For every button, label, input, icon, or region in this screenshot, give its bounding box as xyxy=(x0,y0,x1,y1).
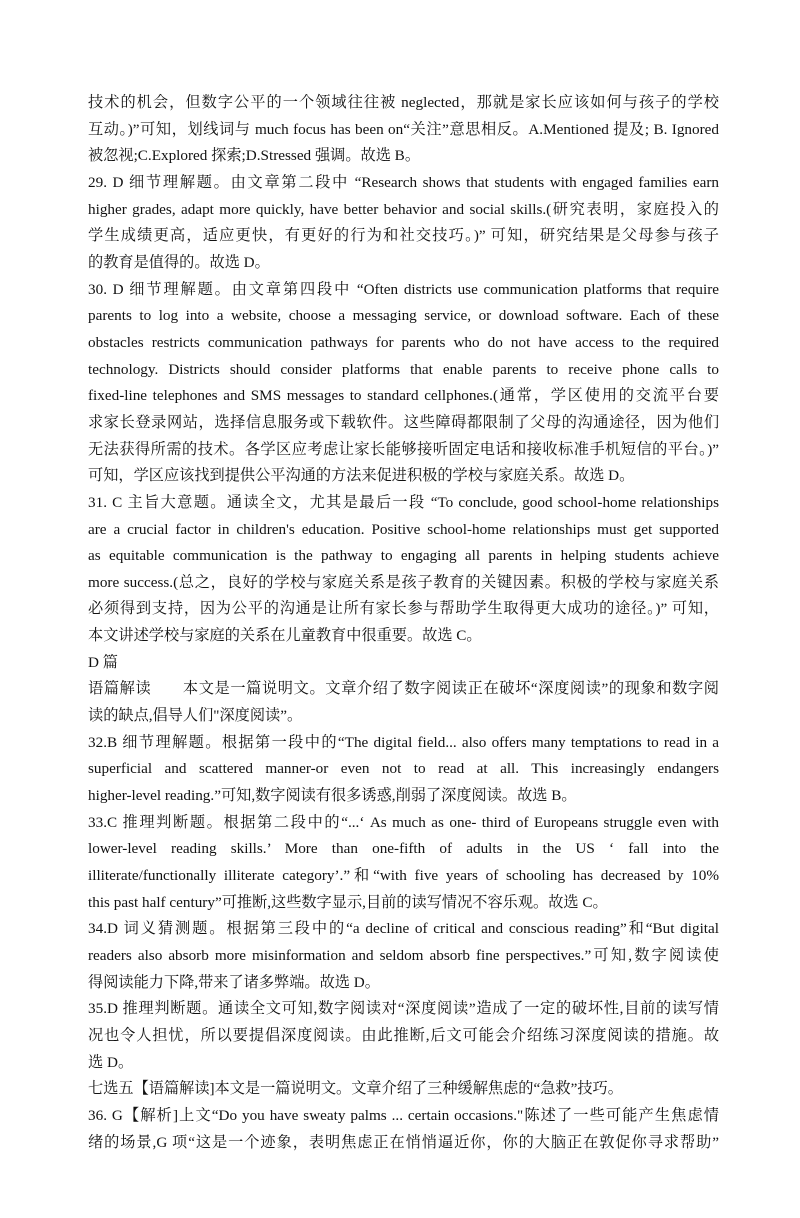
text-line: 可知，学区应该找到提供公平沟通的方法来促进积极的学校与家庭关系。故选 D。 xyxy=(88,467,635,485)
text-line: superficial and scattered manner-or even not to read at all. This increasingly endangers xyxy=(88,760,719,778)
text-line: 的教育是值得的。故选 D。 xyxy=(88,253,270,271)
text-line: 无法获得所需的技术。各学区应考虑让家长能够接听固定电话和接收标准手机短信的平台。)” xyxy=(88,440,719,458)
text-line: 绪的场景,G 项“这是一个迹象，表明焦虑正在悄悄逼近你，你的大脑正在敦促你寻求帮助” xyxy=(88,1133,719,1151)
text-line: 学生成绩更高，适应更快，有更好的行为和社交技巧。)” 可知，研究结果是父母参与孩子 xyxy=(88,227,719,245)
text-line: higher-level reading.”可知,数字阅读有很多诱惑,削弱了深度阅读。故选 B。 xyxy=(88,787,577,805)
text-line: 35.D 推理判断题。通读全文可知,数字阅读对“深度阅读”造成了一定的破坏性,目前的读写情 xyxy=(88,1000,719,1018)
paragraph xyxy=(88,650,719,677)
paragraph xyxy=(88,277,719,490)
text-line: higher grades, adapt more quickly, have better behavior and social skills.(研究表明，家庭投入的 xyxy=(88,200,719,218)
text-line: 33.C 推理判断题。根据第二段中的“...‘ As much as one- third of Europeans struggle even with xyxy=(88,813,719,831)
text-line: 29. D 细节理解题。由文章第二段中 “Research shows that students with engaged families earn xyxy=(88,173,719,191)
text-line: 技术的机会，但数字公平的一个领域往往被 neglected，那就是家长应该如何与孩子的学校 xyxy=(88,94,719,111)
text-line: technology. Districts should consider platforms that enable parents to receive phone calls to xyxy=(88,360,719,378)
text-line: D 篇 xyxy=(88,653,118,671)
text-line: as equitable communication is the pathway to engaging all parents in helping students achieve xyxy=(88,547,719,565)
document-body xyxy=(88,90,719,1156)
text-line: 互动。)”可知，划线词与 much focus has been on“关注”意思相反。A.Mentioned 提及; B. Ignored xyxy=(88,120,719,138)
paragraph xyxy=(88,810,719,917)
paragraph xyxy=(88,1076,719,1103)
paragraph xyxy=(88,676,719,729)
text-line: 32.B 细节理解题。根据第一段中的“The digital field... also offers many temptations to read in a xyxy=(88,733,719,751)
text-line: 31. C 主旨大意题。通读全文，尤其是最后一段 “To conclude, good school-home relationships xyxy=(88,493,719,511)
text-line: more success.(总之，良好的学校与家庭关系是孩子教育的关键因素。积极的学校与家庭关系 xyxy=(88,573,719,591)
text-line: illiterate/functionally illiterate category’.”和“with five years of schooling has decreased by 10% xyxy=(88,867,719,885)
text-line: obstacles restricts communication pathways for parents who do not have access to the required xyxy=(88,333,719,351)
text-line: 况也令人担忧，所以要提倡深度阅读。由此推断,后文可能会介绍练习深度阅读的措施。故 xyxy=(88,1026,719,1044)
text-line: 被忽视;C.Explored 探索;D.Stressed 强调。故选 B。 xyxy=(88,147,421,165)
paragraph xyxy=(88,1103,719,1156)
text-line: this past half century”可推断,这些数字显示,目前的读写情况不容乐观。故选 C。 xyxy=(88,893,608,911)
text-line: 30. D 细节理解题。由文章第四段中 “Often districts use communication platforms that require xyxy=(88,280,719,298)
text-line: fixed-line telephones and SMS messages to standard cellphones.(通常，学区使用的交流平台要 xyxy=(88,387,719,405)
text-line: 七选五【语篇解读]本文是一篇说明文。文章介绍了三种缓解焦虑的“急救”技巧。 xyxy=(88,1080,623,1098)
text-line: readers also absorb more misinformation and seldom absorb fine perspectives.”可知,数字阅读使 xyxy=(88,947,719,964)
text-line: 36. G【解析]上文“Do you have sweaty palms ... certain occasions."陈述了一些可能产生焦虑情 xyxy=(88,1106,719,1124)
text-line: lower-level reading skills.’ More than one-fifth of adults in the US ‘ fall into the xyxy=(88,840,719,858)
text-line: 34.D 词义猜测题。根据第三段中的“a decline of critical and conscious reading”和“But digital xyxy=(88,920,719,938)
paragraph xyxy=(88,916,719,996)
text-line: 选 D。 xyxy=(88,1053,134,1071)
paragraph xyxy=(88,490,719,650)
paragraph xyxy=(88,170,719,277)
paragraph xyxy=(88,996,719,1076)
text-line: 求家长登录网站，选择信息服务或下载软件。这些障碍都限制了父母的沟通途径，因为他们 xyxy=(88,413,719,431)
text-line: 本文讲述学校与家庭的关系在儿童教育中很重要。故选 C。 xyxy=(88,627,482,645)
text-line: 必须得到支持，因为公平的沟通是让所有家长参与帮助学生取得更大成功的途径。)” 可知， xyxy=(88,600,719,618)
text-line: 读的缺点,倡导人们"深度阅读”。 xyxy=(88,707,303,725)
paragraph xyxy=(88,90,719,170)
text-line: parents to log into a website, choose a messaging service, or download software. Each of these xyxy=(88,307,719,325)
text-line: are a crucial factor in children's education. Positive school-home relationships must get supported xyxy=(88,520,719,538)
text-line: 语篇解读 本文是一篇说明文。文章介绍了数字阅读正在破坏“深度阅读”的现象和数字阅 xyxy=(88,680,719,698)
text-line: 得阅读能力下降,带来了诸多弊端。故选 D。 xyxy=(88,973,380,991)
paragraph xyxy=(88,730,719,810)
